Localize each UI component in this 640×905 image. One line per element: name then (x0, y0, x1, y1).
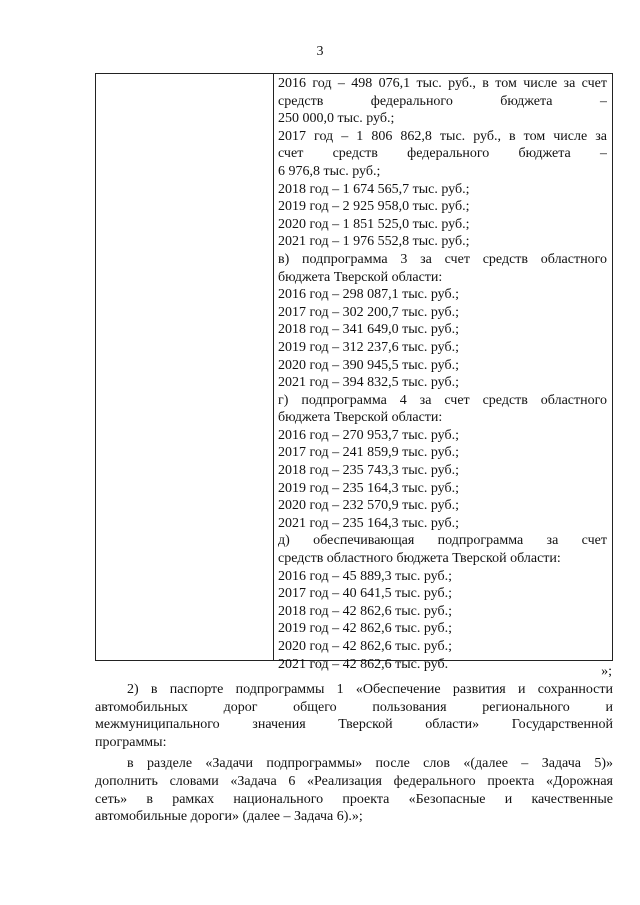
paragraph-line: в разделе «Задачи подпрограммы» после слов «(далее – Задача 5)» (127, 756, 613, 771)
table-line: д) обеспечивающая подпрограмма за счет (278, 533, 607, 549)
table-column-divider (273, 74, 274, 660)
table-line: 2019 год – 235 164,3 тыс. руб.; (278, 480, 459, 496)
paragraph-line: автомобильных дорог общего пользования регионального и (95, 699, 613, 715)
paragraph-line: 2) в паспорте подпрограммы 1 «Обеспечение развития и сохранности (127, 682, 613, 697)
table-line: 2020 год – 1 851 525,0 тыс. руб.; (278, 216, 470, 232)
table-line: 2021 год – 394 832,5 тыс. руб.; (278, 375, 459, 391)
table-line: 2016 год – 298 087,1 тыс. руб.; (278, 287, 459, 303)
table-line: 2018 год – 1 674 565,7 тыс. руб.; (278, 181, 470, 197)
funding-table (95, 73, 613, 672)
paragraph-line: автомобильные дороги» (далее – Задача 6).»; (95, 809, 363, 825)
table-line: 6 976,8 тыс. руб.; (278, 163, 381, 179)
paragraph-line: межмуниципального значения Тверской области» Государственной (95, 717, 613, 733)
table-line: средств областного бюджета Тверской области: (278, 551, 561, 567)
table-line: бюджета Тверской области: (278, 410, 443, 426)
paragraph-task-6-addition (95, 773, 613, 826)
table-line: 2017 год – 302 200,7 тыс. руб.; (278, 304, 459, 320)
table-line: 2021 год – 1 976 552,8 тыс. руб.; (278, 234, 470, 250)
table-line: средств федерального бюджета – (278, 93, 607, 109)
table-line: 2018 год – 235 743,3 тыс. руб.; (278, 463, 459, 479)
table-line: 2021 год – 42 862,6 тыс. руб. (278, 656, 449, 672)
table-cell-funding-volumes (278, 75, 607, 673)
table-line: 2020 год – 232 570,9 тыс. руб.; (278, 498, 459, 514)
paragraph-line: сеть» в рамках национального проекта «Безопасные и качественные (95, 791, 613, 807)
paragraph-amendment-2 (95, 681, 613, 751)
table-line: 2017 год – 1 806 862,8 тыс. руб., в том числе за (278, 128, 607, 144)
table-line: 2019 год – 2 925 958,0 тыс. руб.; (278, 199, 470, 215)
table-line: 2017 год – 241 859,9 тыс. руб.; (278, 445, 459, 461)
page-number: 3 (316, 44, 324, 59)
table-line: счет средств федерального бюджета – (278, 146, 607, 162)
table-line: 2018 год – 341 649,0 тыс. руб.; (278, 322, 459, 338)
closing-quote: »; (601, 664, 612, 679)
table-line: 2016 год – 270 953,7 тыс. руб.; (278, 427, 459, 443)
table-line: г) подпрограмма 4 за счет средств областного (278, 392, 607, 408)
table-line: 2019 год – 42 862,6 тыс. руб.; (278, 621, 452, 637)
table-line: 2019 год – 312 237,6 тыс. руб.; (278, 339, 459, 355)
table-line: бюджета Тверской области: (278, 269, 443, 285)
table-line: 2016 год – 45 889,3 тыс. руб.; (278, 568, 452, 584)
table-line: 2020 год – 390 945,5 тыс. руб.; (278, 357, 459, 373)
paragraph-tasks-section (95, 755, 613, 773)
table-line: 250 000,0 тыс. руб.; (278, 111, 395, 127)
table-line: 2017 год – 40 641,5 тыс. руб.; (278, 586, 452, 602)
table-line: 2020 год – 42 862,6 тыс. руб.; (278, 639, 452, 654)
paragraph-line: дополнить словами «Задача 6 «Реализация федерального проекта «Дорожная (95, 774, 613, 789)
table-line: 2021 год – 235 164,3 тыс. руб.; (278, 515, 459, 531)
table-line: в) подпрограмма 3 за счет средств областного (278, 251, 607, 267)
table-line: 2018 год – 42 862,6 тыс. руб.; (278, 603, 452, 619)
paragraph-line: программы: (95, 734, 167, 750)
table-line: 2016 год – 498 076,1 тыс. руб., в том числе за счет (278, 76, 607, 91)
